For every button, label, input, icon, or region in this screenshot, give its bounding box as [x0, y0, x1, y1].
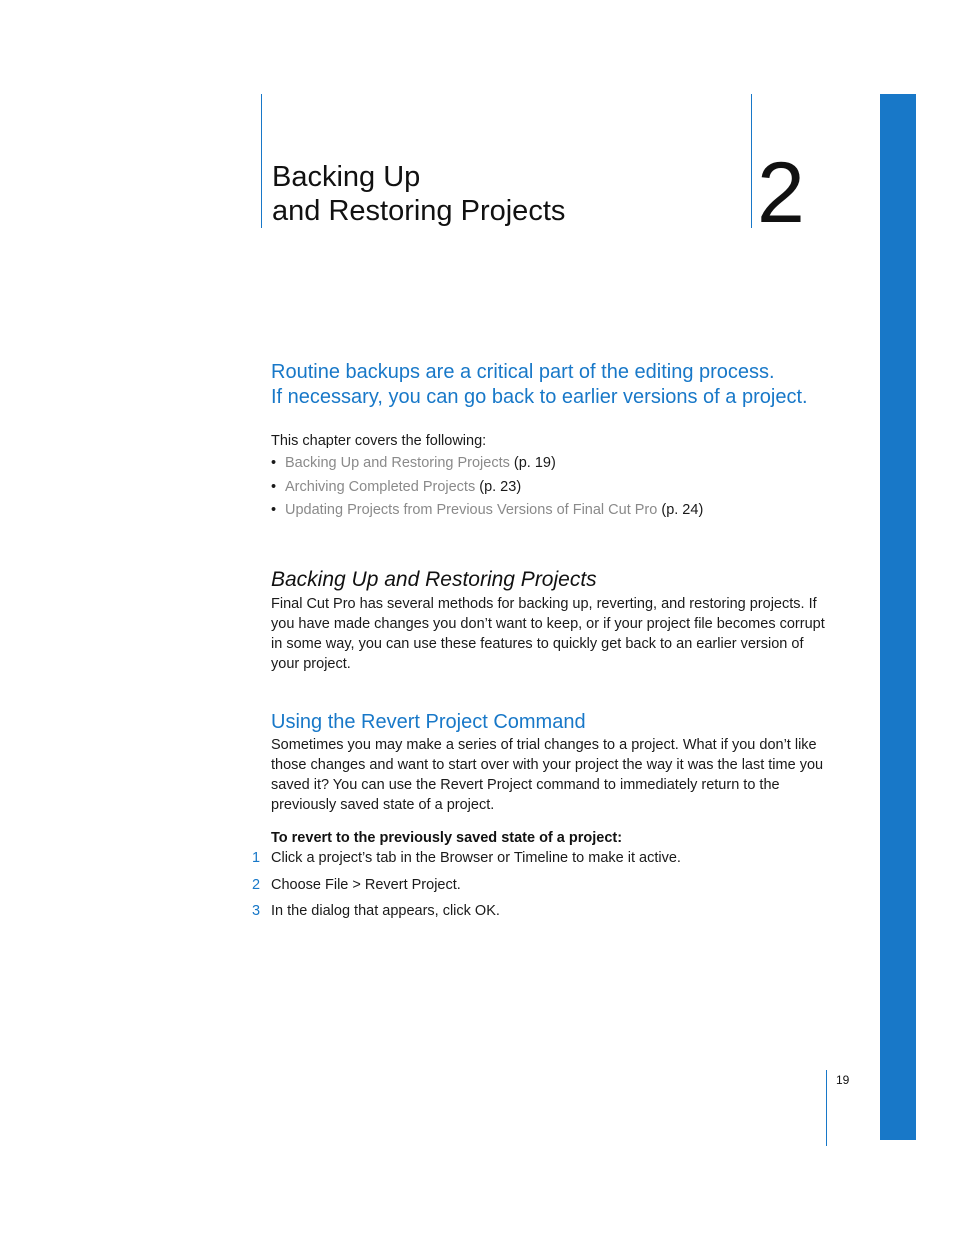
footer-rule [826, 1070, 827, 1146]
bullet: • [271, 478, 277, 495]
step-number: 3 [252, 903, 261, 919]
title-rule-right [751, 94, 752, 228]
covers-text: This chapter covers the following: [271, 433, 487, 449]
toc-item [271, 477, 831, 501]
chapter-toc [271, 453, 831, 524]
toc-item [271, 500, 831, 524]
chapter-side-tab [880, 94, 916, 1140]
step-text: Choose File > Revert Project. [271, 876, 461, 893]
task-step [250, 875, 830, 895]
chapter-title-line2: and Restoring Projects [272, 195, 566, 227]
title-rule-left [261, 94, 262, 228]
toc-link-updating[interactable]: Updating Projects from Previous Versions of Final Cut Pro [285, 502, 658, 518]
step-number: 1 [252, 850, 261, 866]
step-text: In the dialog that appears, click OK. [271, 903, 500, 919]
task-step [250, 901, 830, 921]
bullet: • [271, 455, 277, 471]
task-steps [250, 848, 830, 928]
chapter-title [272, 160, 732, 228]
section-paragraph: Final Cut Pro has several methods for backing up, reverting, and restoring projects. If you have made changes you don’t want to keep, or if your project file becomes corrupt in some way, you can use these features to quickly get back to an earlier version of your project. [271, 596, 825, 672]
subsection-paragraph: Sometimes you may make a series of trial changes to a project. What if you don’t like those changes and want to start over with your project the way it was the last time you saved it? You can use the Revert Project command to immediately return to the previously saved state of a project. [271, 737, 824, 813]
step-text: Click a project’s tab in the Browser or Timeline to make it active. [271, 850, 681, 866]
chapter-number: 2 [757, 145, 805, 241]
chapter-intro [271, 360, 841, 410]
bullet: • [271, 502, 277, 518]
task-step [250, 848, 830, 868]
section-heading: Backing Up and Restoring Projects [271, 568, 597, 591]
toc-link-archiving[interactable]: Archiving Completed Projects [285, 478, 476, 495]
step-number: 2 [252, 876, 261, 893]
chapter-title-line1: Backing Up [272, 161, 421, 193]
toc-page-ref: (p. 23) [479, 478, 522, 495]
task-heading: To revert to the previously saved state of a project: [271, 830, 623, 846]
toc-page-ref: (p. 24) [661, 502, 704, 518]
toc-item [271, 453, 831, 477]
subsection-heading: Using the Revert Project Command [271, 711, 586, 733]
intro-line1: Routine backups are a critical part of the editing process. [271, 361, 775, 383]
intro-line2: If necessary, you can go back to earlier versions of a project. [271, 386, 808, 408]
toc-page-ref: (p. 19) [513, 455, 556, 471]
page-number: 19 [836, 1073, 850, 1087]
toc-link-backing-up[interactable]: Backing Up and Restoring Projects [285, 455, 510, 471]
